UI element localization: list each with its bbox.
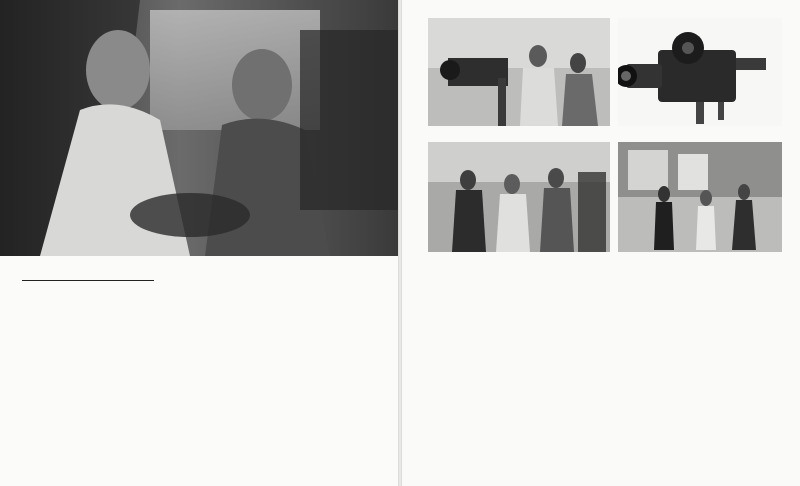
main-photo-car-scene xyxy=(0,0,398,256)
photo-street-scene xyxy=(618,142,782,252)
on-set-group-photo-icon xyxy=(428,142,610,252)
right-page xyxy=(402,0,800,486)
left-body-col-3 xyxy=(274,288,378,458)
car-scene-photo-icon xyxy=(0,0,398,256)
film-set-photo-icon xyxy=(428,18,610,126)
photo-film-camera xyxy=(618,18,782,126)
photo-on-set-group xyxy=(428,142,610,252)
photo-film-set xyxy=(428,18,610,126)
left-body-col-1 xyxy=(22,288,126,458)
right-body-col-2 xyxy=(552,288,660,458)
right-body-col-1 xyxy=(428,288,536,458)
left-folio xyxy=(22,462,26,468)
right-body-col-3 xyxy=(674,288,782,458)
right-folio xyxy=(778,462,782,468)
street-scene-photo-icon xyxy=(618,142,782,252)
left-page xyxy=(0,0,398,486)
heading-rule xyxy=(22,280,154,281)
left-body-col-2 xyxy=(148,288,252,458)
film-camera-icon xyxy=(618,18,782,126)
